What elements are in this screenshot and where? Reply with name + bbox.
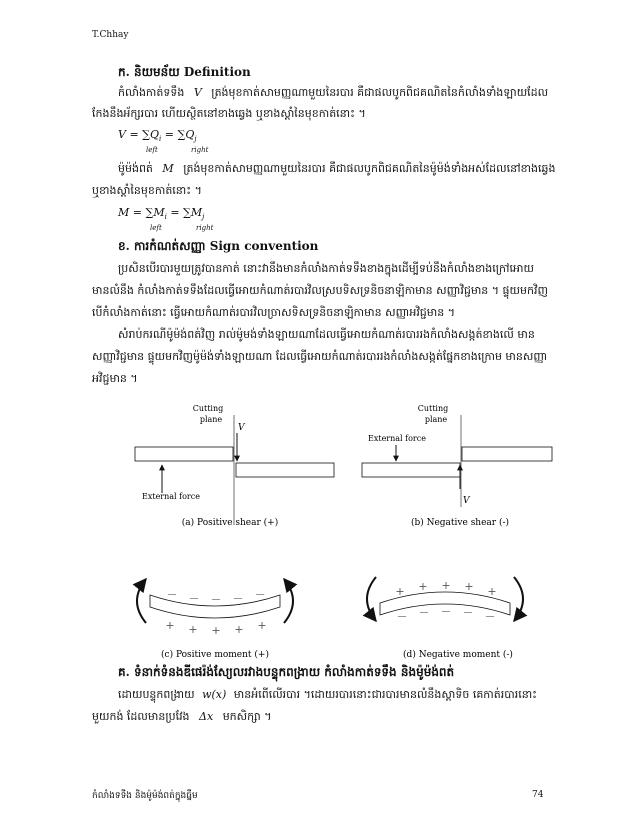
para1-text-b: ត្រង់មុខកាត់សាមញ្ញណាមួយនៃរបារ គឺជាផលបូកពិជគណិតនៃកំលាំងទាំងឡាយដែល (211, 86, 549, 99)
eq2-lhs: M = ∑M (118, 206, 165, 219)
caption-a: (a) Positive shear (+) (181, 518, 279, 528)
compression-signs-bottom (398, 607, 495, 622)
section-c-var-dx: Δx (199, 710, 214, 723)
section-c-text-c: មួយកង់ ដែលមានប្រវែង (92, 710, 190, 723)
moment-arrow-left (367, 577, 376, 621)
section-b-line4: សំរាប់ករណីម៉ូម៉ង់ពត់វិញ រាល់ម៉ូមង់ទាំងឡាយណាដែលធ្វើអោយកំណាត់របាររងកំលាំងសង្កត់ខាងលើ មាន (118, 328, 535, 341)
moment-arrow-left (137, 579, 146, 623)
positive-moment-diagram (137, 579, 293, 660)
section-c-var-w: w(x) (202, 688, 227, 701)
external-force-label: External force (368, 434, 426, 443)
section-b-line5: សញ្ញាវិជ្ជមាន ផ្ទុយមកវិញម៉ូម៉ង់ទាំងឡាយណា ដែលធ្វើអោយកំណាត់របាររងកំលាំងសង្កត់ផ្នែកខាងក្រោម មានសញ្ញា (92, 350, 548, 363)
minus-sign: — (255, 590, 265, 600)
eq2-mid: = ∑M (166, 206, 203, 219)
shear-figures (0, 395, 638, 545)
plus-sign: + (487, 585, 497, 598)
v-label: V (463, 496, 470, 506)
eq1-sub-j: j (194, 135, 197, 144)
eq1-sub-i: i (159, 135, 162, 144)
para2-text-a: ម៉ូម៉ង់ពត់ (118, 162, 153, 175)
minus-sign: — (167, 590, 177, 600)
cutting-label-1: Cutting (417, 404, 449, 413)
eq1-lhs: V = ∑Q (118, 128, 160, 141)
eq1-mid: = ∑Q (161, 128, 195, 141)
plus-sign: + (464, 580, 474, 593)
cutting-label-2: plane (199, 415, 223, 424)
eq2-right-label: right (196, 224, 214, 232)
minus-sign: — (441, 607, 451, 617)
para2-var-m: M (162, 162, 174, 175)
section-a-para1-line1 (118, 82, 568, 103)
section-b-line2: មានលំនឹង កំលាំងកាត់ទទឹងដែលធ្វើអោយកំណាត់របារវិលស្របទិសទ្រនិចនាឡិកាមាន សញ្ញាវិជ្ជមាន ។ ផ្ទុយមកវិញ (92, 284, 548, 297)
minus-sign: — (419, 608, 429, 618)
plus-sign: + (395, 585, 405, 598)
cutting-label-2: plane (424, 415, 448, 424)
section-a-para1-line2: កែងនឹងអ័ក្សរបារ ហើយស្ថិតនៅខាងឆ្វេង ឬខាងស្តាំនៃមុខកាត់នោះ ។ (92, 107, 366, 120)
section-a-para2-line2: ឬខាងស្តាំនៃមុខកាត់នោះ ។ (92, 184, 202, 197)
caption-d: (d) Negative moment (-) (403, 650, 513, 660)
section-b-line3: បើកំលាំងកាត់នោះ ធ្វើអោយកំណាត់របារវិលច្រាសទិសទ្រនិចនាឡិកាមាន សញ្ញាអវិជ្ជមាន ។ (92, 306, 455, 319)
plus-sign: + (418, 580, 428, 593)
beam-left-segment (135, 447, 233, 461)
equation-moment (118, 206, 204, 221)
external-force-label: External force (142, 492, 200, 501)
plus-sign: + (211, 624, 221, 637)
eq2-left-label: left (150, 224, 162, 232)
cutting-label-1: Cutting (192, 404, 224, 413)
minus-sign: — (463, 608, 473, 618)
beam-right-segment (236, 463, 334, 477)
section-b-line1: ប្រសិនបើរបារមួយត្រូវបានកាត់ នោះវានឹងមានកំលាំងកាត់ទទឹងខាងក្នុងដើម្បីទប់នឹងកំលាំងខាងក្រៅអោយ (118, 262, 534, 275)
beam-right-segment (462, 447, 552, 461)
eq2-sub-j: j (202, 213, 205, 222)
plus-sign: + (234, 623, 244, 636)
minus-sign: — (211, 595, 221, 605)
section-c-text-a: ដោយបន្ទុកពង្រាយ (118, 688, 195, 701)
equation-shear (118, 128, 197, 143)
section-c-text-d: មកសិក្សា ។ (222, 710, 272, 723)
section-c-line1 (118, 684, 568, 705)
negative-moment-diagram (367, 577, 523, 660)
section-b-heading: ខ. ការកំណត់សញ្ញា Sign convention (118, 239, 319, 253)
section-b-line6: អវិជ្ជមាន ។ (92, 372, 138, 385)
moment-figures (0, 565, 638, 665)
para1-var-v: V (193, 86, 202, 99)
minus-sign: — (233, 594, 243, 604)
plus-sign: + (188, 623, 198, 636)
plus-sign: + (257, 619, 267, 632)
minus-sign: — (485, 612, 495, 622)
plus-sign: + (165, 619, 175, 632)
moment-arrow-right (284, 579, 293, 623)
section-a-para2-line1 (118, 158, 568, 179)
plus-sign: + (441, 579, 451, 592)
minus-sign: — (397, 612, 407, 622)
eq1-left-label: left (146, 146, 158, 154)
moment-arrow-right (514, 577, 523, 621)
positive-shear-diagram (135, 404, 334, 528)
minus-sign: — (189, 594, 199, 604)
v-label: V (238, 423, 245, 433)
para2-text-b: ត្រង់មុខកាត់សាមញ្ញណាមួយនៃរបារ គឺជាផលបូកពិជគណិតនៃម៉ូម៉ង់ទាំងអស់ដែលនៅខាងឆ្វេង (183, 162, 556, 175)
tension-signs-bottom (165, 619, 266, 637)
section-c-text-b: មានអំពើលើរបារ ។ដោយរបារនោះជារបារមានលំនឹងស្តាទិច គេកាត់របារនោះ (233, 688, 538, 701)
eq2-sub-i: i (164, 213, 167, 222)
caption-b: (b) Negative shear (-) (410, 518, 510, 528)
page-number: 74 (532, 790, 544, 800)
beam-left-segment (362, 463, 460, 477)
caption-c: (c) Positive moment (+) (161, 650, 269, 660)
para1-text-a: កំលាំងកាត់ទទឹង (118, 86, 185, 99)
eq1-right-label: right (191, 146, 209, 154)
section-a-heading: ក. និយមន័យ Definition (118, 65, 251, 79)
negative-shear-diagram (362, 404, 552, 528)
section-c-line2 (92, 706, 271, 727)
section-c-heading: គ. ទំនាក់ទំនងឌីផេរ៉ង់ស្យែលរវាងបន្ទុកពង្រាយ កំលាំងកាត់ទទឹង និងម៉ូម៉ង់ពត់ (118, 665, 455, 679)
page-header-author: T.Chhay (92, 30, 129, 40)
footer-title: កំលាំងទទឹង និងម៉ូម៉ង់ពត់ក្នុងធ្នឹម (92, 791, 198, 801)
